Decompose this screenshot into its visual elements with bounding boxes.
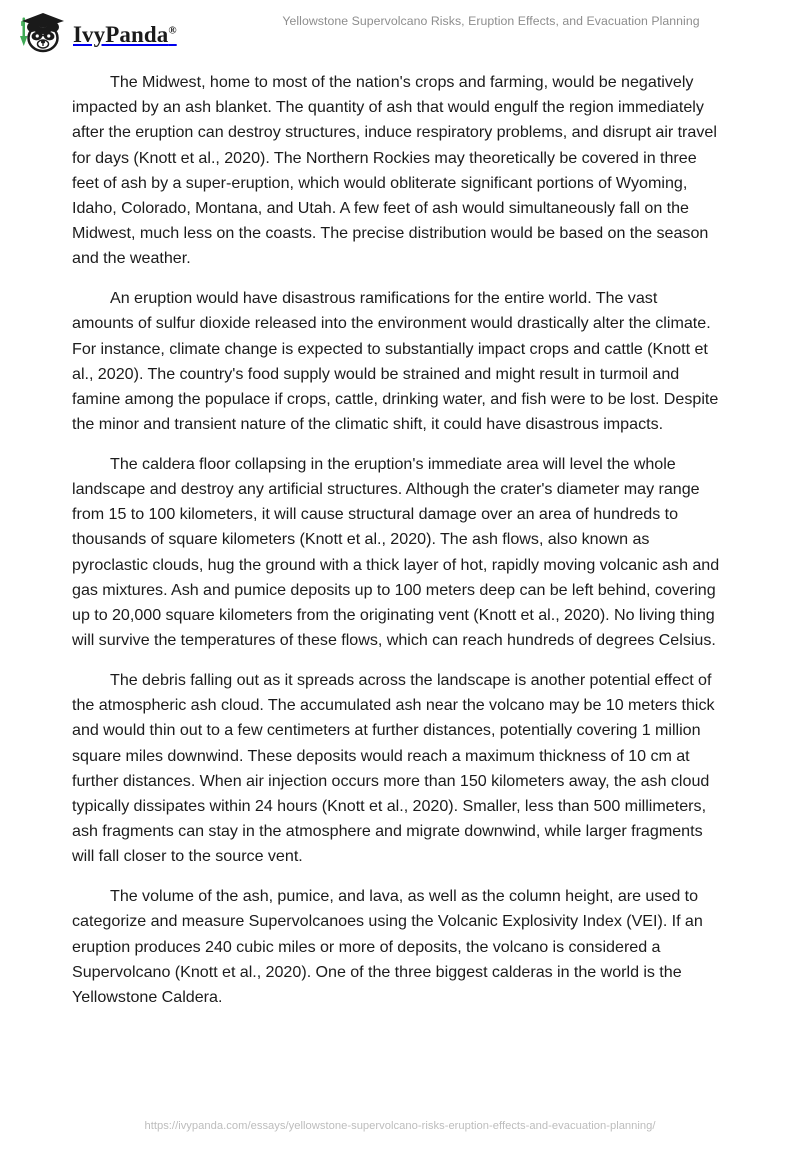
brand-name: IvyPanda®: [73, 21, 177, 47]
page-footer: [0, 1108, 800, 1160]
body-paragraph: An eruption would have disastrous ramifications for the entire world. The vast amounts of sulfur dioxide released into the environment would drastically alter the climate. For instance, climate change is expected to substantially impact crops and cattle (Knott et al., 2020). The country's food supply would be strained and might result in turmoil and famine among the populace if crops, cattle, drinking water, and fish were to be lost. Despite the minor and transient nature of the climatic shift, it could have disastrous impacts.: [72, 289, 719, 434]
document-body: [72, 70, 723, 1025]
registered-mark: ®: [168, 23, 177, 36]
body-paragraph: The Midwest, home to most of the nation's crops and farming, would be negatively impacted by an ash blanket. The quantity of ash that would engulf the region immediately after the eruption can destroy structures, induce respiratory problems, and disrupt air travel for days (Knott et al., 2020). The Northern Rockies may theoretically be covered in three feet of ash by a super-eruption, which would obliterate significant portions of Wyoming, Idaho, Colorado, Montana, and Utah. A few feet of ash would simultaneously fall on the Midwest, much less on the coasts. The precise distribution would be based on the season and the weather.: [72, 73, 717, 268]
body-paragraph: The caldera floor collapsing in the eruption's immediate area will level the whole landscape and destroy any artificial structures. Although the crater's diameter may range from 15 to 100 kilometers, it will cause structural damage over an area of hundreds to thousands of square kilometers (Knott et al., 2020). The ash flows, also known as pyroclastic clouds, hug the ground with a thick layer of hot, rapidly moving volcanic ash and gas mixtures. Ash and pumice deposits up to 100 meters deep can be left behind, covering up to 20,000 square kilometers from the originating vent (Knott et al., 2020). No living thing will survive the temperatures of these flows, which can reach hundreds of degrees Celsius.: [72, 454, 720, 650]
body-paragraph: The debris falling out as it spreads across the landscape is another potential effect of the atmospheric ash cloud. The accumulated ash near the volcano may be 10 meters thick and would thin out to a few centimeters at further distances, potentially covering 1 million square miles downwind. These deposits would reach a maximum thickness of 10 cm at further distances. When air injection occurs more than 150 kilometers away, the ash cloud typically dissipates within 24 hours (Knott et al., 2020). Smaller, less than 500 millimeters, ash fragments can stay in the atmosphere and migrate downwind, while larger fragments will fall closer to the source vent.: [72, 670, 715, 866]
footer-source-url[interactable]: https://ivypanda.com/essays/yellowstone-supervolcano-risks-eruption-effects-and-evacuation-planning/: [144, 1120, 656, 1132]
brand-logo-link[interactable]: [14, 11, 177, 55]
panda-graduate-logo-icon: [14, 11, 66, 55]
page-header: [0, 0, 800, 62]
document-title-header: Yellowstone Supervolcano Risks, Eruption Effects, and Evacuation Planning: [282, 14, 700, 28]
body-paragraph: The volume of the ash, pumice, and lava, as well as the column height, are used to categorize and measure Supervolcanoes using the Volcanic Explosivity Index (VEI). If an eruption produces 240 cubic miles or more of deposits, the volcano is considered a Supervolcano (Knott et al., 2020). One of the three biggest calderas in the world is the Yellowstone Caldera.: [72, 887, 703, 1006]
